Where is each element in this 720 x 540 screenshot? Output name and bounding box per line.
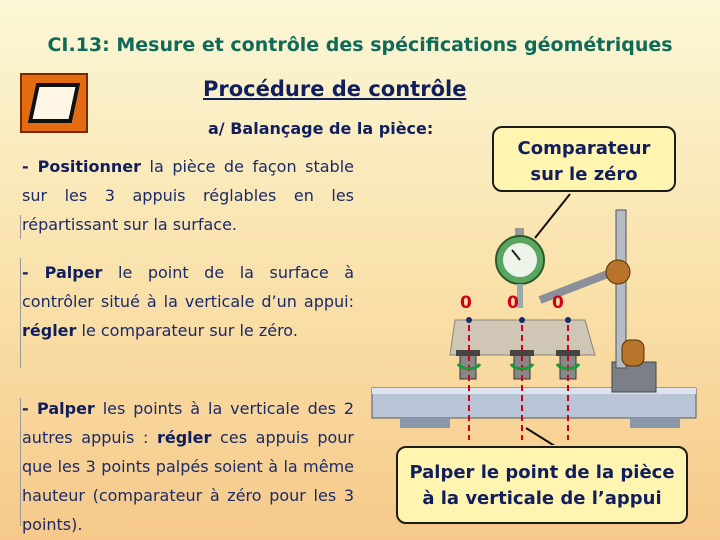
callout-line: Comparateur (517, 138, 651, 159)
arm-knob (606, 260, 630, 284)
zero-label: 0 (460, 293, 472, 313)
callout-line: sur le zéro (530, 164, 638, 185)
callout-pointer (535, 194, 570, 238)
probe-point (519, 317, 525, 323)
callout-line: à la verticale de l’appui (422, 488, 662, 509)
base-foot (630, 418, 680, 428)
left-rule (20, 398, 21, 526)
paragraph-bold: - Palper (22, 263, 103, 282)
paragraph-bold: régler (22, 321, 77, 340)
paragraph-text: la pièce de façon stable sur les 3 appuis réglables en les répartissant sur la surface. (22, 157, 354, 234)
callout-line: Palper le point de la pièce (409, 462, 675, 483)
paragraph-palper-autres (22, 394, 354, 539)
page-title: CI.13: Mesure et contrôle des spécifications géométriques (47, 34, 673, 56)
zero-label: 0 (507, 293, 519, 313)
stand-knob (622, 340, 644, 366)
paragraph-bold: - Palper (22, 399, 95, 418)
left-rule (20, 258, 21, 368)
callout-palper (396, 446, 688, 524)
paragraph-bold: régler (156, 428, 212, 447)
callout-comparateur (492, 126, 676, 192)
zero-label: 0 (552, 293, 564, 313)
support-icon (510, 350, 534, 379)
callout-pointer (526, 428, 558, 445)
square-logo-icon (20, 73, 88, 133)
left-rule (20, 215, 21, 239)
paragraph-text: le comparateur sur le zéro. (76, 321, 298, 340)
section-heading: a/ Balançage de la pièce: (208, 119, 434, 138)
paragraph-positionner (22, 152, 354, 239)
paragraph-text: ces appuis pour que les 3 points palpés soient à la même hauteur (comparateur à zéro pour les 3 points). (22, 428, 355, 534)
paragraph-text: les points à la verticale des 2 autres appuis : (22, 399, 355, 447)
support-icon (556, 350, 580, 379)
probe-point (565, 317, 571, 323)
base-foot (400, 418, 450, 428)
probe-point (466, 317, 472, 323)
paragraph-text: le point de la surface à contrôler situé à la verticale d’un appui: (22, 263, 355, 311)
paragraph-bold: - Positionner (22, 157, 142, 176)
paragraph-palper-premier (22, 258, 354, 345)
procedure-heading: Procédure de contrôle (203, 77, 467, 101)
measurement-illustration (360, 190, 710, 445)
